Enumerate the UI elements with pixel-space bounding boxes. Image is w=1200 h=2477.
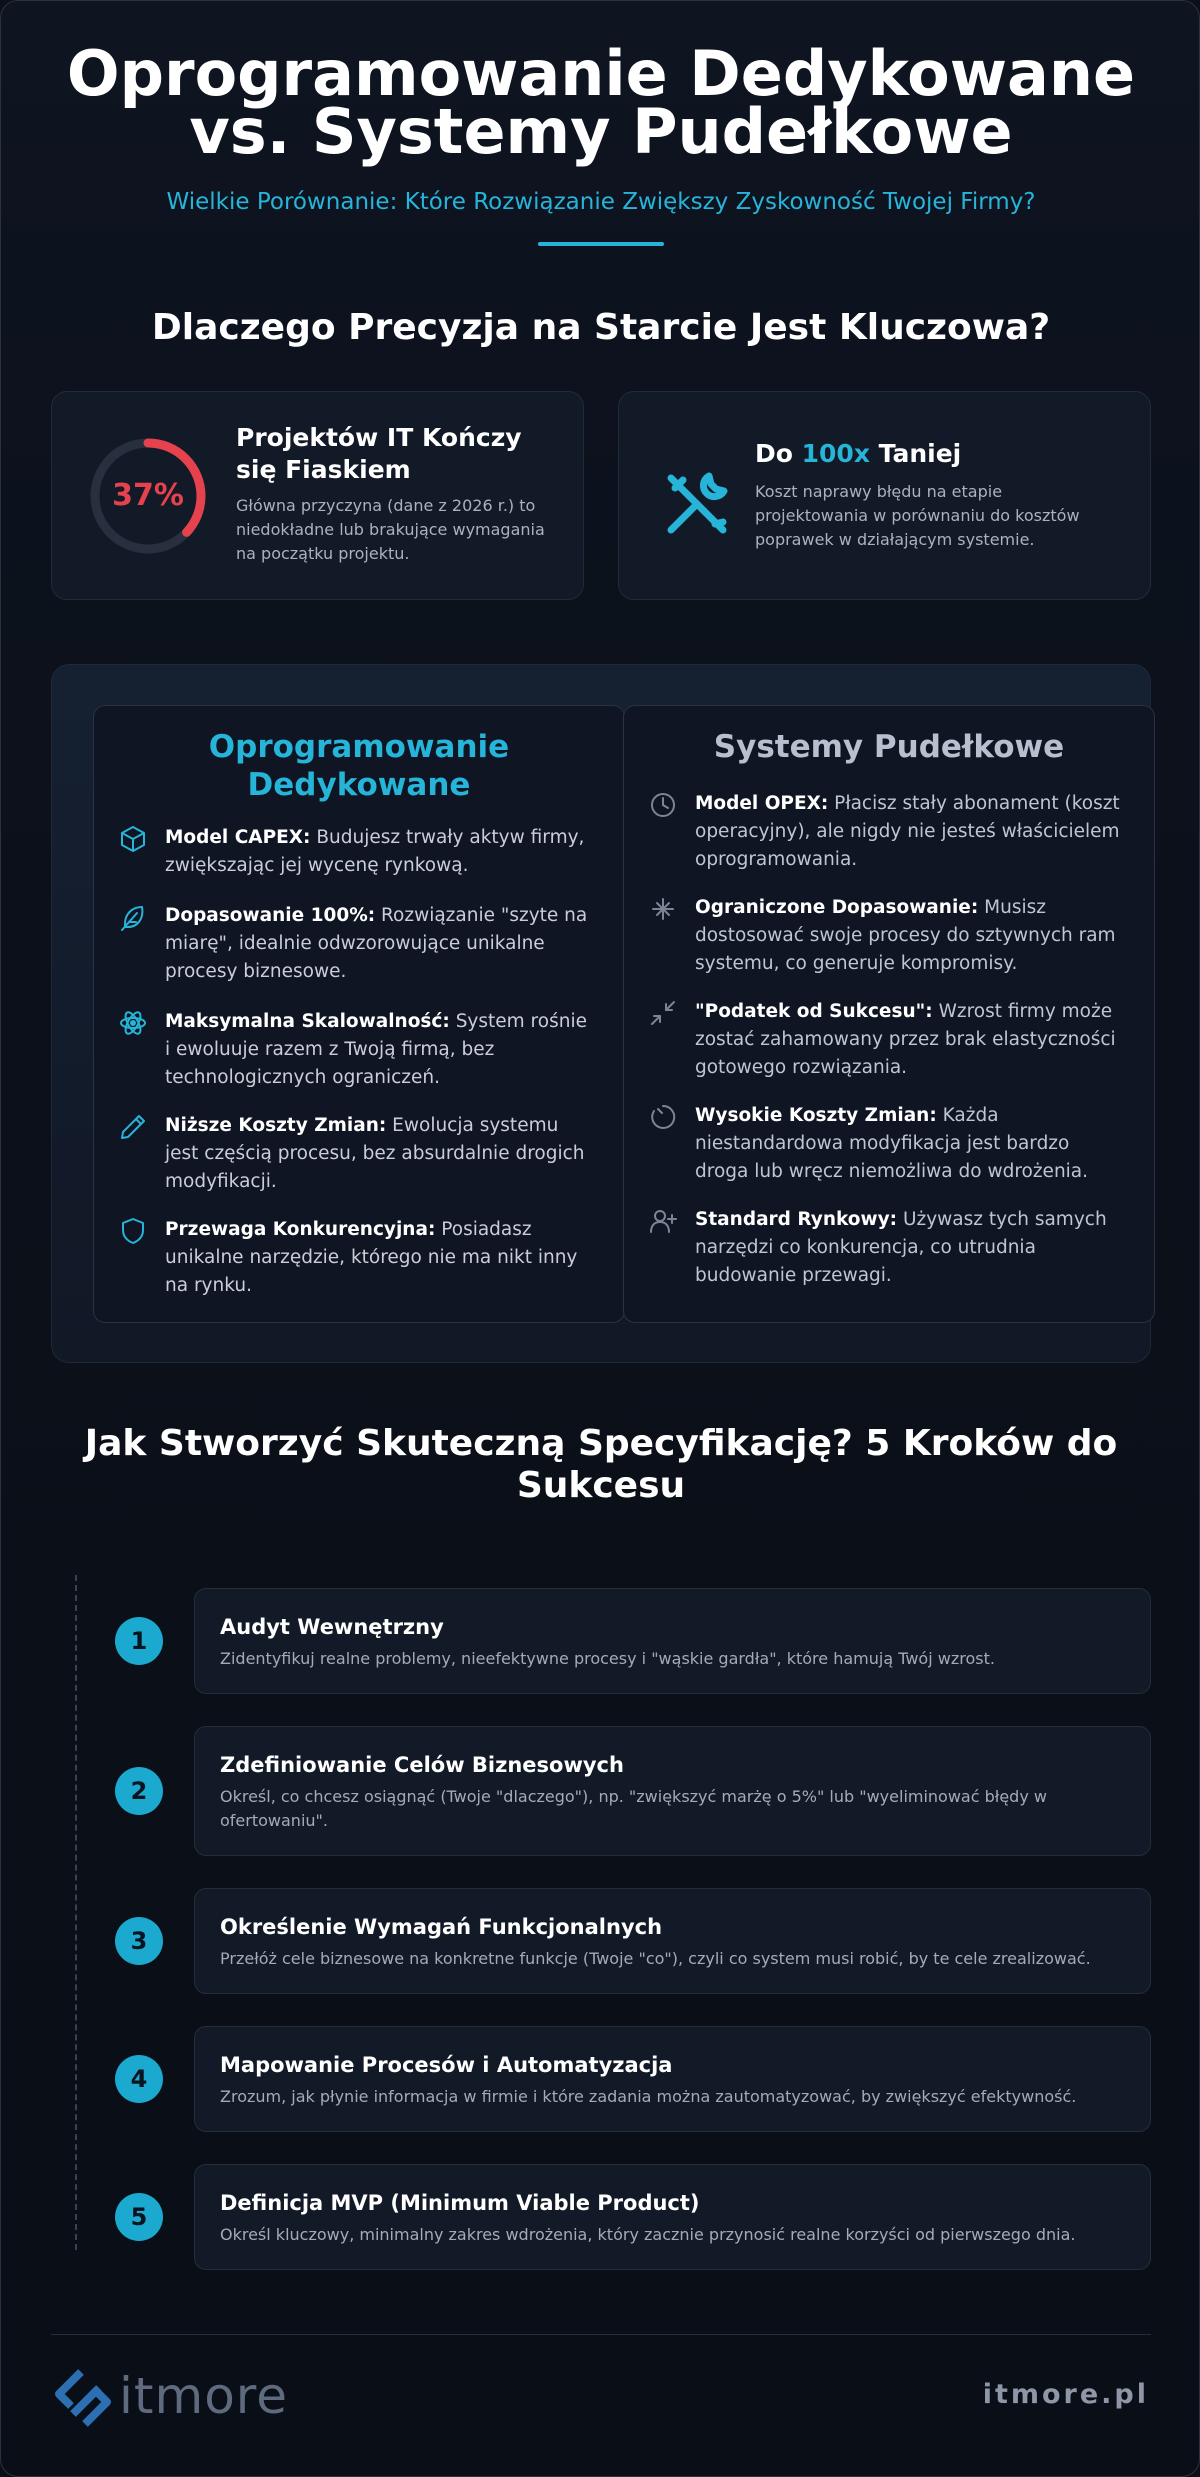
atom-icon	[118, 1008, 148, 1038]
page-title	[1, 37, 1200, 168]
user-plus-icon	[648, 1206, 678, 1236]
step-title: Definicja MVP (Minimum Viable Product)	[220, 2191, 700, 2215]
step-card	[194, 2164, 1151, 2270]
step-description: Zidentyfikuj realne problemy, nieefektywne procesy i "wąskie gardła", które hamują Twój wzrost.	[220, 1649, 995, 1668]
shield-icon	[118, 1216, 148, 1246]
loader-icon	[648, 1102, 678, 1132]
why-heading: Dlaczego Precyzja na Starcie Jest Kluczowa?	[151, 307, 1051, 348]
feather-icon	[118, 902, 148, 932]
custom-item-text: Niższe Koszty Zmian: Ewolucja systemu jest częścią procesu, bez absurdalnie drogich modyfikacji.	[165, 1115, 585, 1192]
step-description: Określ, co chcesz osiągnąć (Twoje "dlaczego"), np. "zwiększyć marżę o 5%" lub "wyeliminować błędy w ofertowaniu".	[220, 1787, 1047, 1830]
step-description: Określ kluczowy, minimalny zakres wdrożenia, który zacznie przynosić realne korzyści od pierwszego dnia.	[220, 2225, 1076, 2244]
step-number: 5	[115, 2193, 163, 2241]
boxed-column-title: Systemy Pudełkowe	[713, 729, 1065, 765]
steps-heading-line-1: Jak Stworzyć Skuteczną Specyfikację? 5 Kroków do	[84, 1423, 1118, 1464]
clock-icon	[648, 790, 678, 820]
pencil-icon	[118, 1112, 148, 1142]
steps-timeline	[75, 1575, 77, 2250]
tools-icon	[657, 464, 737, 544]
custom-item-text: Model CAPEX: Budujesz trwały aktyw firmy, zwiększając jej wycenę rynkową.	[165, 827, 585, 876]
stat-title-suffix: Taniej	[869, 439, 962, 468]
step-number: 1	[115, 1617, 163, 1665]
step-card	[194, 2026, 1151, 2132]
boxed-item-text: Model OPEX: Płacisz stały abonament (koszt operacyjny), ale nigdy nie jesteś właścicielem oprogramowania.	[695, 793, 1120, 870]
stat-title: Projektów IT Kończy się Fiaskiem	[236, 423, 522, 484]
steps-heading-line-2: Sukcesu	[516, 1465, 686, 1506]
step-title: Mapowanie Procesów i Automatyzacja	[220, 2053, 673, 2077]
boxed-item-text: "Podatek od Sukcesu": Wzrost firmy może zostać zahamowany przez brak elastyczności gotowego rozwiązania.	[695, 1001, 1116, 1078]
custom-item-text: Dopasowanie 100%: Rozwiązanie "szyte na miarę", idealnie odwzorowujące unikalne procesy biznesowe.	[165, 905, 588, 982]
title-divider	[538, 242, 664, 246]
step-title: Zdefiniowanie Celów Biznesowych	[220, 1753, 624, 1777]
stat-title-prefix: Do	[755, 439, 802, 468]
footer-url[interactable]: itmore.pl	[982, 2379, 1149, 2410]
footer-divider	[51, 2334, 1151, 2335]
step-description: Zrozum, jak płynie informacja w firmie i które zadania można zautomatyzować, by zwiększyć efektywność.	[220, 2087, 1077, 2106]
logo-text: itmore	[119, 2367, 289, 2425]
stat-value: 37%	[112, 478, 184, 513]
custom-column-title: Oprogramowanie Dedykowane	[208, 729, 510, 803]
boxed-item-text: Wysokie Koszty Zmian: Każda niestandardowa modyfikacja jest bardzo droga lub wręcz niemożliwa do wdrożenia.	[695, 1105, 1089, 1182]
boxed-item-text: Standard Rynkowy: Używasz tych samych narzędzi co konkurencja, co utrudnia budowanie przewagi.	[695, 1209, 1107, 1286]
custom-software-column	[93, 705, 625, 1323]
stat-card-cost	[618, 391, 1151, 600]
stat-description: Koszt naprawy błędu na etapie projektowania w porównaniu do kosztów poprawek w działającym systemie.	[755, 482, 1080, 549]
sparkle-icon	[648, 894, 678, 924]
step-number: 4	[115, 2055, 163, 2103]
step-card	[194, 1888, 1151, 1994]
stat-title-accent: 100x	[801, 439, 870, 468]
page-subtitle: Wielkie Porównanie: Które Rozwiązanie Zwiększy Zyskowność Twojej Firmy?	[166, 189, 1036, 215]
boxed-item-text: Ograniczone Dopasowanie: Musisz dostosować swoje procesy do sztywnych ram systemu, co generuje kompromisy.	[695, 897, 1116, 974]
steps-heading	[1, 1423, 1200, 1507]
custom-item-text: Maksymalna Skalowalność: System rośnie i ewoluuje razem z Twoją firmą, bez technologicznych ograniczeń.	[165, 1011, 587, 1088]
stat-description: Główna przyczyna (dane z 2026 r.) to niedokładne lub brakujące wymagania na początku projektu.	[236, 496, 545, 563]
cube-icon	[118, 824, 148, 854]
step-card	[194, 1726, 1151, 1856]
boxed-software-column	[623, 705, 1155, 1323]
stat-title	[755, 438, 1135, 470]
step-card	[194, 1588, 1151, 1694]
stat-card-failure	[51, 391, 584, 600]
custom-item-text: Przewaga Konkurencyjna: Posiadasz unikalne narzędzie, którego nie ma nikt inny na rynku.	[165, 1219, 578, 1296]
step-title: Audyt Wewnętrzny	[220, 1615, 444, 1639]
step-description: Przełóż cele biznesowe na konkretne funkcje (Twoje "co"), czyli co system musi robić, by te cele zrealizować.	[220, 1949, 1091, 1968]
shrink-arrows-icon	[648, 998, 678, 1028]
itmore-logo-icon	[51, 2366, 115, 2430]
title-line-2: vs. Systemy Pudełkowe	[189, 95, 1013, 168]
step-number: 3	[115, 1917, 163, 1965]
step-number: 2	[115, 1767, 163, 1815]
comparison-panel	[51, 664, 1151, 1363]
title-line-1: Oprogramowanie Dedykowane	[66, 37, 1136, 110]
step-title: Określenie Wymagań Funkcjonalnych	[220, 1915, 663, 1939]
